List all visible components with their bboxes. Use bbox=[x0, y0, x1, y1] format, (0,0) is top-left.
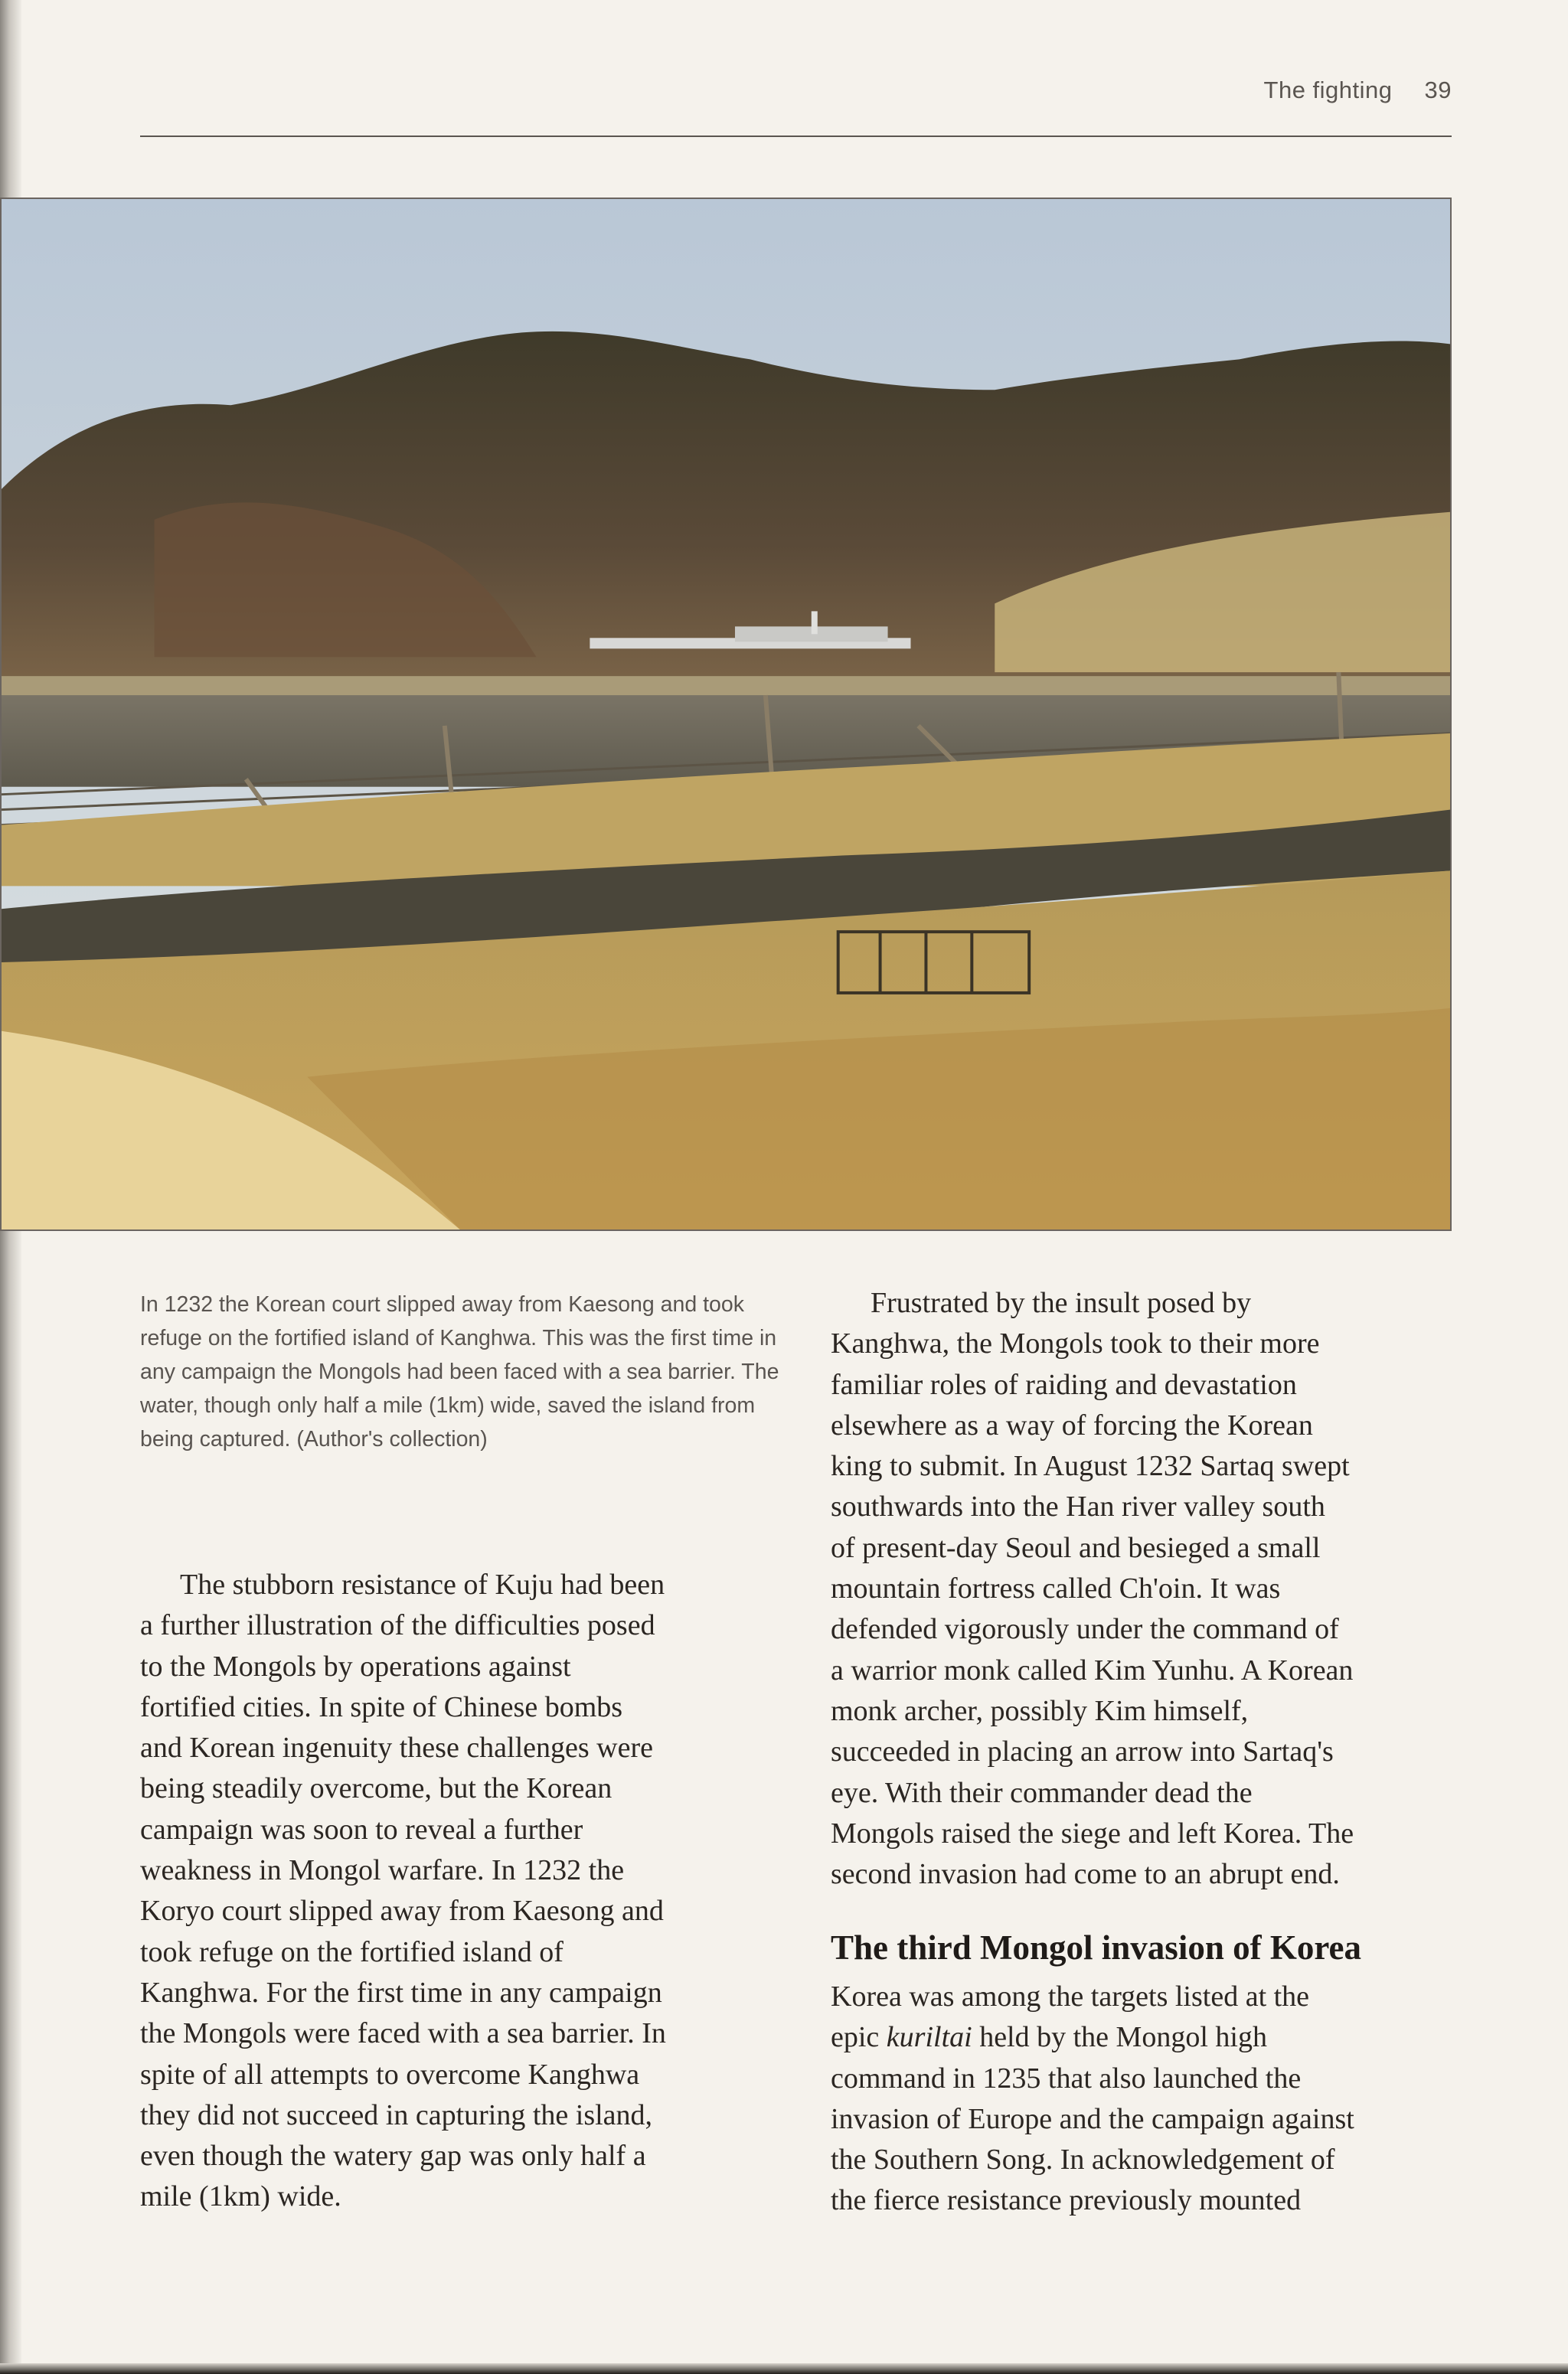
left-column bbox=[140, 1565, 764, 2218]
body-line: even though the watery gap was only half a bbox=[140, 2140, 646, 2173]
body-line: of present-day Seoul and besieged a small bbox=[831, 1531, 1321, 1564]
body-line: Frustrated by the insult posed by bbox=[871, 1287, 1252, 1319]
body-line: Mongols raised the siege and left Korea. The bbox=[831, 1817, 1354, 1850]
body-line: Korea was among the targets listed at the bbox=[831, 1981, 1310, 2013]
photo-caption-text: In 1232 the Korean court slipped away from Kaesong and took refuge on the fortified island of Kanghwa. This was the first time in any campaign the Mongols had been faced with a sea barrier. The water, though only half a mile (1km) wide, saved the island from being captured. (Author's collection) bbox=[140, 1292, 779, 1452]
section-heading: The third Mongol invasion of Korea bbox=[831, 1928, 1361, 1967]
body-line: fortified cities. In spite of Chinese bombs bbox=[140, 1690, 623, 1723]
body-line: Kanghwa. For the first time in any campaign bbox=[140, 1976, 662, 2009]
body-line: defended vigorously under the command of bbox=[831, 1613, 1339, 1646]
italic-term: kuriltai bbox=[886, 2021, 972, 2054]
body-line: to the Mongols by operations against bbox=[140, 1650, 571, 1683]
body-text: held by the Mongol high bbox=[972, 2021, 1267, 2054]
landscape-photo bbox=[0, 198, 1452, 1231]
body-line: invasion of Europe and the campaign against bbox=[831, 2102, 1354, 2135]
running-head bbox=[1264, 77, 1452, 104]
right-column bbox=[831, 1283, 1455, 1895]
body-line: they did not succeed in capturing the island, bbox=[140, 2098, 653, 2131]
body-line: command in 1235 that also launched the bbox=[831, 2062, 1302, 2095]
page-bottom-edge bbox=[0, 2363, 1568, 2374]
body-line: king to submit. In August 1232 Sartaq swept bbox=[831, 1450, 1350, 1483]
body-line: familiar roles of raiding and devastation bbox=[831, 1368, 1297, 1401]
body-line: monk archer, possibly Kim himself, bbox=[831, 1694, 1249, 1727]
body-line: elsewhere as a way of forcing the Korean bbox=[831, 1409, 1313, 1442]
body-line: a further illustration of the difficulties posed bbox=[140, 1609, 655, 1642]
body-line: weakness in Mongol warfare. In 1232 the bbox=[140, 1854, 625, 1887]
body-line: spite of all attempts to overcome Kanghwa bbox=[140, 2058, 640, 2091]
body-line: southwards into the Han river valley south bbox=[831, 1491, 1325, 1523]
body-line: a warrior monk called Kim Yunhu. A Korean bbox=[831, 1654, 1354, 1687]
body-line: being steadily overcome, but the Korean bbox=[140, 1772, 612, 1805]
body-line: took refuge on the fortified island of bbox=[140, 1935, 564, 1968]
photo-caption bbox=[140, 1288, 779, 1456]
body-line: second invasion had come to an abrupt end. bbox=[831, 1858, 1340, 1891]
body-line: succeeded in placing an arrow into Sartaq's bbox=[831, 1736, 1334, 1768]
section-body bbox=[831, 1977, 1455, 2222]
body-line: the Mongols were faced with a sea barrier. In bbox=[140, 2017, 666, 2050]
body-line: The stubborn resistance of Kuju had been bbox=[180, 1569, 665, 1601]
body-line: mountain fortress called Ch'oin. It was bbox=[831, 1572, 1281, 1605]
running-head-title: The fighting bbox=[1263, 77, 1393, 103]
body-line: campaign was soon to reveal a further bbox=[140, 1813, 583, 1846]
body-line: eye. With their commander dead the bbox=[831, 1776, 1253, 1809]
body-line: the Southern Song. In acknowledgement of bbox=[831, 2144, 1335, 2176]
body-line bbox=[831, 2017, 1455, 2058]
body-line: and Korean ingenuity these challenges were bbox=[140, 1732, 654, 1765]
header-rule bbox=[140, 136, 1452, 137]
body-line: Koryo court slipped away from Kaesong and bbox=[140, 1895, 664, 1928]
page-number: 39 bbox=[1424, 77, 1452, 103]
body-line: the fierce resistance previously mounted bbox=[831, 2184, 1302, 2217]
body-line: Kanghwa, the Mongols took to their more bbox=[831, 1327, 1320, 1360]
landscape-photo-icon bbox=[2, 199, 1450, 1229]
body-line: mile (1km) wide. bbox=[140, 2180, 341, 2213]
body-text: epic bbox=[831, 2021, 887, 2054]
